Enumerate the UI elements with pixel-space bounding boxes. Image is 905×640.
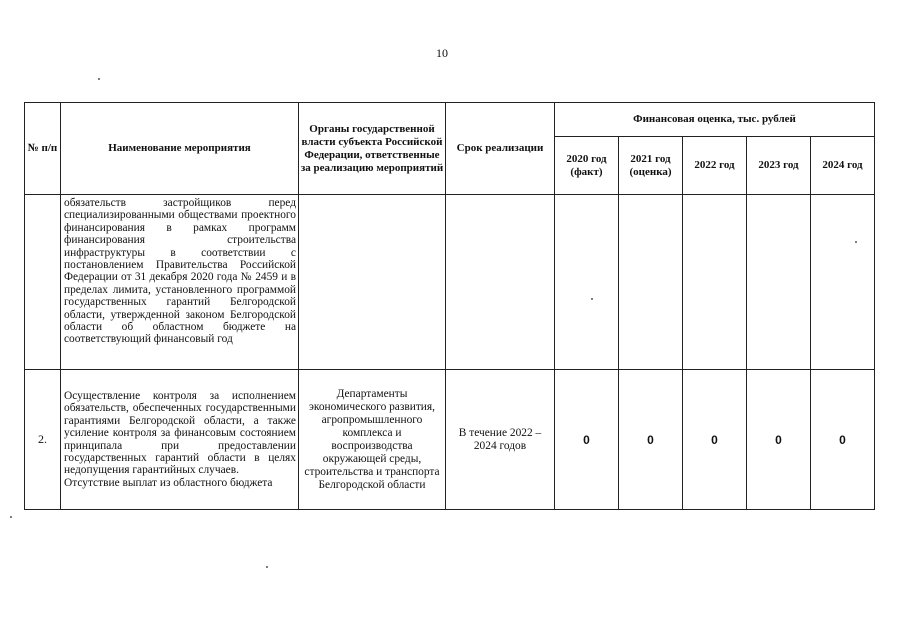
row-name: обязательств застройщиков перед специализированными обществами проектного финансирования в рамках программ финансирования строительства инфраструктуры в соответствии с постановлением Правительства Российской Федерации от 31 декабря 2020 года № 2459 и в пределах лимита, установленного программой государственных гарантий Белгородской области, утвержденной законом Белгородской области об областном бюджете на соответствующий финансовый год — [64, 197, 296, 346]
header-year-2020: 2020 год (факт) — [555, 137, 619, 195]
events-table — [24, 102, 875, 510]
header-organs: Органы государственной власти субъекта Российской Федерации, ответственные за реализацию мероприятий — [299, 103, 446, 195]
table-row — [25, 195, 875, 370]
header-year-2021: 2021 год (оценка) — [619, 137, 683, 195]
row-term-cell — [446, 370, 555, 510]
scan-speck — [10, 516, 12, 518]
row-value-2021: 0 — [619, 370, 683, 510]
row-organs-cell — [299, 370, 446, 510]
page-number: 10 — [436, 46, 448, 60]
row-value-2024: 0 — [811, 370, 875, 510]
row-value-2022 — [683, 195, 747, 370]
row-value-2022: 0 — [683, 370, 747, 510]
row-term — [446, 195, 555, 370]
row-name: Осуществление контроля за исполнением обязательств, обеспеченных государственными гарантиями Белгородской области, а также усиление контроля за финансовым состоянием принципала при предоставлении государственных гарантий области в целях недопущения гарантийных случаев. — [64, 389, 296, 477]
row-name-extra: Отсутствие выплат из областного бюджета — [64, 476, 273, 489]
header-name: Наименование мероприятия — [61, 103, 299, 195]
row-num: 2. — [25, 370, 61, 510]
row-value-2020: 0 — [555, 370, 619, 510]
row-term: В течение 2022 – 2024 годов — [458, 426, 542, 452]
header-term: Срок реализации — [446, 103, 555, 195]
row-num — [25, 195, 61, 370]
header-year-2022: 2022 год — [683, 137, 747, 195]
row-value-2021 — [619, 195, 683, 370]
row-value-2023 — [747, 195, 811, 370]
row-value-2023: 0 — [747, 370, 811, 510]
scan-speck — [855, 241, 857, 243]
header-finance: Финансовая оценка, тыс. рублей — [555, 103, 875, 137]
header-num: № п/п — [25, 103, 61, 195]
scan-speck — [591, 298, 593, 300]
row-value-2020 — [555, 195, 619, 370]
scan-speck — [98, 78, 100, 80]
scan-speck — [266, 566, 268, 568]
header-year-2023: 2023 год — [747, 137, 811, 195]
table-row — [25, 370, 875, 510]
row-organs: Департаменты экономического развития, агропромышленного комплекса и воспроизводства окружающей среды, строительства и транспорта Белгородской области — [304, 387, 440, 491]
row-organs — [299, 195, 446, 370]
header-row — [25, 103, 875, 137]
row-name-cell — [61, 370, 299, 510]
row-name-cell — [61, 195, 299, 370]
header-year-2024: 2024 год — [811, 137, 875, 195]
row-value-2024 — [811, 195, 875, 370]
